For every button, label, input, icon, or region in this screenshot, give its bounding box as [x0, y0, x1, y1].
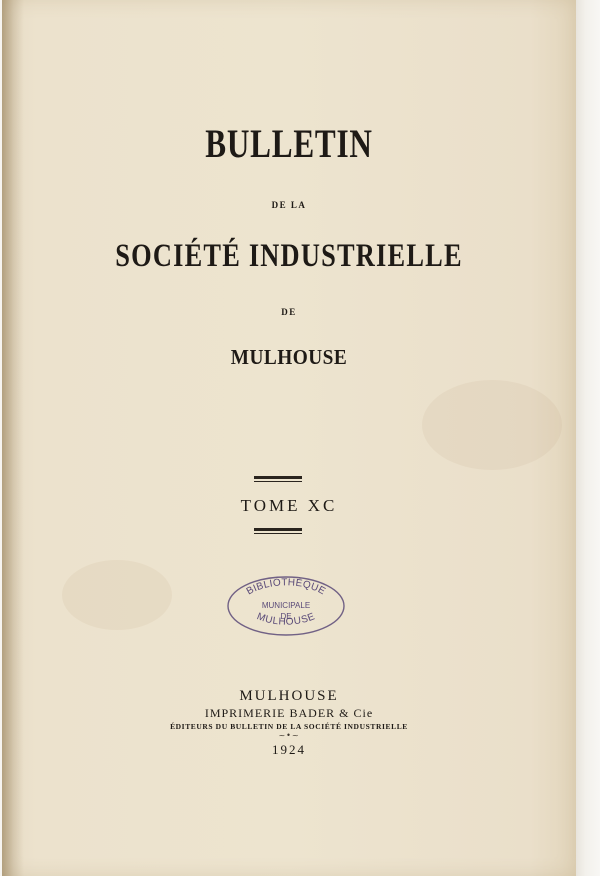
divider-rule-bottom [254, 528, 302, 531]
publisher-city: MULHOUSE [239, 688, 339, 704]
page-edge [576, 0, 600, 876]
ornament-divider: ~•~ [278, 731, 300, 740]
paper-stain [62, 560, 172, 630]
paper-sheet [2, 0, 576, 876]
volume-label: TOME XC [240, 496, 338, 515]
connector-de-la: DE LA [271, 200, 307, 210]
stamp-line-2: MUNICIPALE [261, 601, 311, 610]
editors-line: ÉDITEURS DU BULLETIN DE LA SOCIÉTÉ INDUSTRIELLE [170, 722, 408, 731]
stamp-line-1: BIBLIOTHÈQUE [244, 577, 328, 598]
printer-name: IMPRIMERIE BADER & Cie [204, 706, 374, 720]
city-name: MULHOUSE [230, 345, 348, 369]
paper-stain [422, 380, 562, 470]
bulletin-title: BULLETIN [205, 121, 373, 166]
society-name: SOCIÉTÉ INDUSTRIELLE [115, 238, 463, 274]
stamp-line-3: DE [280, 612, 292, 621]
library-stamp [225, 574, 347, 638]
publication-year: 1924 [272, 742, 306, 757]
svg-text:BIBLIOTHÈQUE [245, 576, 327, 598]
stamp-line-4: MULHOUSE [255, 611, 317, 628]
connector-de: DE [281, 307, 297, 317]
stamp-oval-icon [225, 574, 347, 638]
divider-rule-top [254, 476, 302, 479]
